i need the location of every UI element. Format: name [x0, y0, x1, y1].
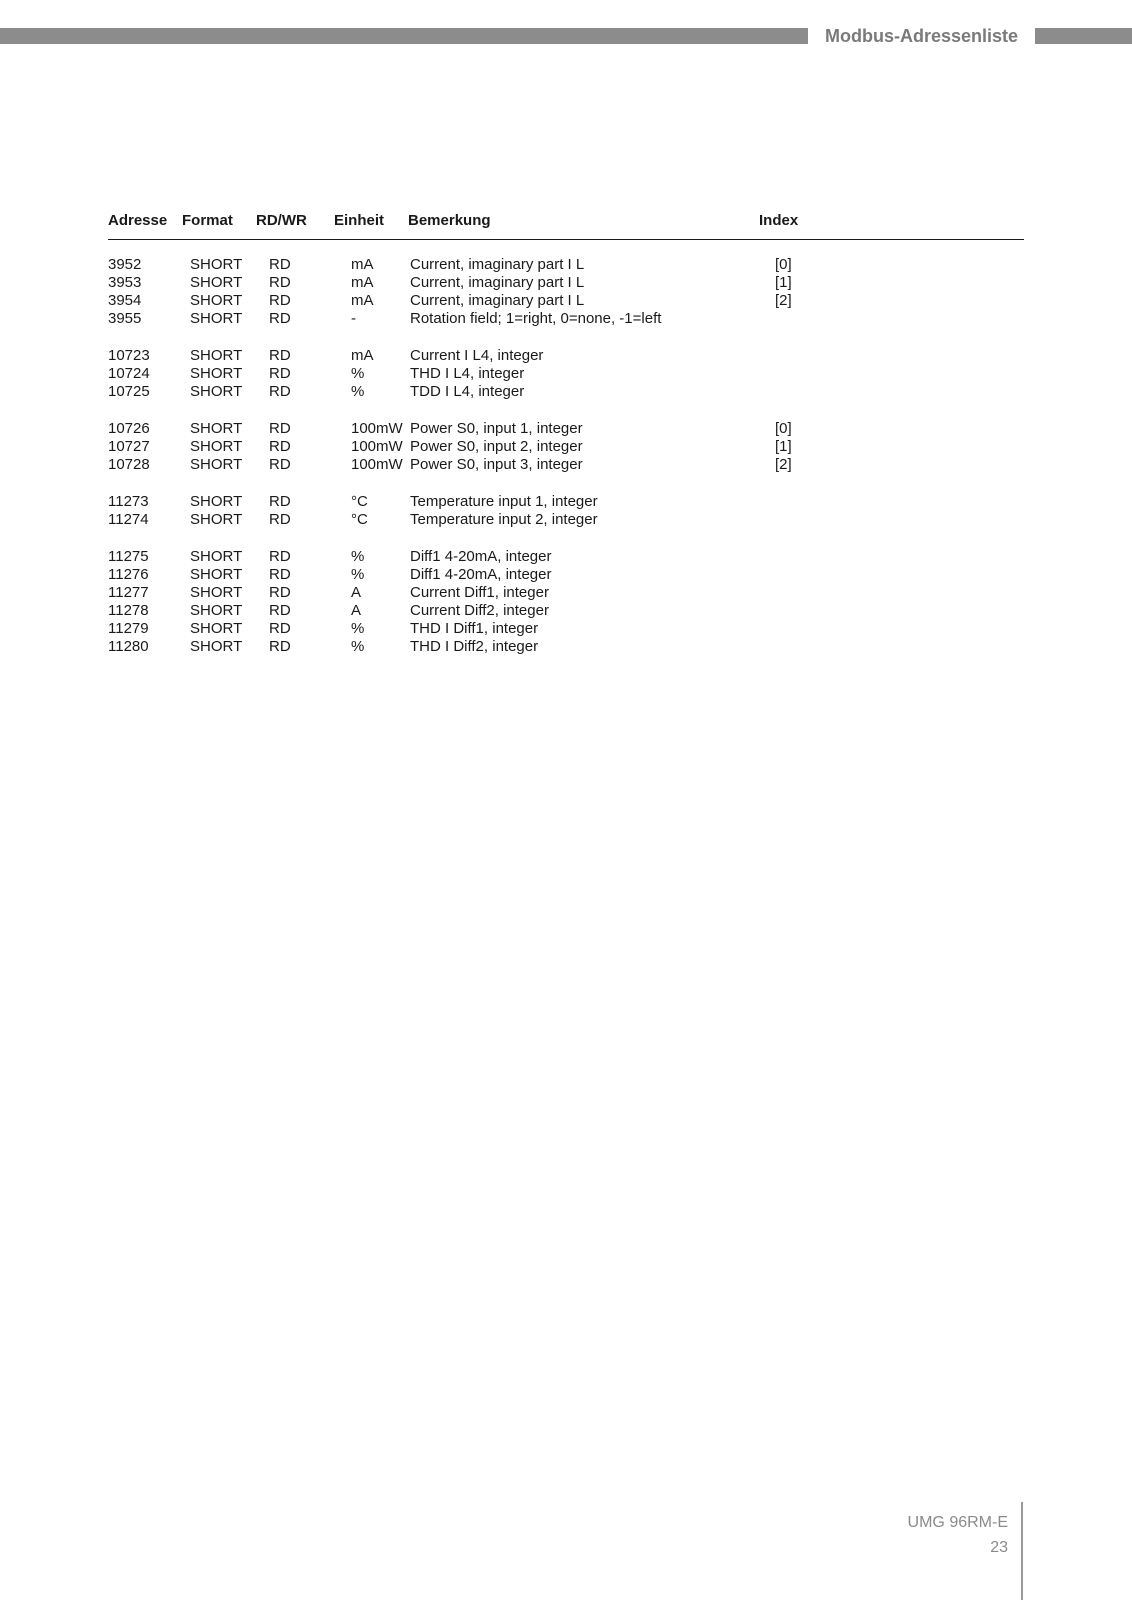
- cell-remark: Diff1 4-20mA, integer: [410, 548, 552, 565]
- cell-rdwr: RD: [269, 493, 291, 510]
- cell-index: [0]: [775, 256, 792, 273]
- column-header-rdwr: RD/WR: [256, 212, 307, 229]
- cell-unit: A: [351, 602, 362, 619]
- table-row: [0, 584, 1132, 602]
- cell-index: [1]: [775, 438, 792, 455]
- cell-address: 3952: [108, 256, 142, 273]
- cell-unit: %: [351, 383, 365, 400]
- table-row: [0, 420, 1132, 438]
- cell-unit: mA: [351, 274, 374, 291]
- cell-address: 11279: [108, 620, 149, 637]
- cell-format: SHORT: [190, 548, 243, 565]
- cell-unit: A: [351, 584, 362, 601]
- table-row: [0, 566, 1132, 584]
- cell-remark: Current, imaginary part I L: [410, 256, 585, 273]
- cell-address: 3955: [108, 310, 142, 327]
- table-row: [0, 365, 1132, 383]
- cell-rdwr: RD: [269, 347, 291, 364]
- cell-rdwr: RD: [269, 548, 291, 565]
- column-header-index: Index: [759, 212, 799, 229]
- page-title: Modbus-Adressenliste: [824, 26, 1019, 46]
- cell-remark: Power S0, input 2, integer: [410, 438, 583, 455]
- cell-address: 10727: [108, 438, 150, 455]
- table-row: [0, 456, 1132, 474]
- table-row: [0, 274, 1132, 292]
- cell-format: SHORT: [190, 620, 243, 637]
- cell-unit: %: [351, 548, 365, 565]
- table-row: [0, 292, 1132, 310]
- column-header-address: Adresse: [108, 212, 168, 229]
- cell-address: 11276: [108, 566, 149, 583]
- cell-address: 11275: [108, 548, 149, 565]
- cell-unit: mA: [351, 347, 374, 364]
- header-bar-right: [1035, 28, 1132, 44]
- cell-address: 10723: [108, 347, 150, 364]
- cell-format: SHORT: [190, 602, 243, 619]
- cell-rdwr: RD: [269, 602, 291, 619]
- cell-rdwr: RD: [269, 438, 291, 455]
- cell-rdwr: RD: [269, 292, 291, 309]
- cell-address: 11277: [108, 584, 149, 601]
- cell-remark: Temperature input 1, integer: [410, 493, 598, 510]
- cell-format: SHORT: [190, 456, 243, 473]
- cell-index: [1]: [775, 274, 792, 291]
- cell-remark: Diff1 4-20mA, integer: [410, 566, 552, 583]
- header-divider: [108, 239, 1024, 240]
- cell-address: 3953: [108, 274, 142, 291]
- cell-remark: Current, imaginary part I L: [410, 274, 585, 291]
- cell-rdwr: RD: [269, 383, 291, 400]
- cell-index: [2]: [775, 456, 792, 473]
- column-header-remark: Bemerkung: [408, 212, 491, 229]
- cell-format: SHORT: [190, 274, 243, 291]
- cell-remark: Temperature input 2, integer: [410, 511, 598, 528]
- cell-remark: Power S0, input 3, integer: [410, 456, 583, 473]
- cell-rdwr: RD: [269, 511, 291, 528]
- cell-unit: mA: [351, 256, 374, 273]
- table-row: [0, 638, 1132, 656]
- cell-remark: Rotation field; 1=right, 0=none, -1=left: [410, 310, 662, 327]
- cell-unit: 100mW: [351, 456, 403, 473]
- table-row: [0, 620, 1132, 638]
- cell-remark: THD I Diff1, integer: [410, 620, 539, 637]
- cell-remark: TDD I L4, integer: [410, 383, 525, 400]
- cell-rdwr: RD: [269, 274, 291, 291]
- cell-format: SHORT: [190, 566, 243, 583]
- cell-address: 11274: [108, 511, 149, 528]
- column-header-unit: Einheit: [334, 212, 385, 229]
- cell-unit: 100mW: [351, 420, 403, 437]
- cell-address: 10728: [108, 456, 150, 473]
- cell-remark: Power S0, input 1, integer: [410, 420, 583, 437]
- table-row: [0, 310, 1132, 328]
- cell-address: 11278: [108, 602, 149, 619]
- cell-format: SHORT: [190, 292, 243, 309]
- column-header-format: Format: [182, 212, 233, 229]
- cell-address: 11273: [108, 493, 149, 510]
- cell-index: [0]: [775, 420, 792, 437]
- cell-format: SHORT: [190, 584, 243, 601]
- cell-address: 3954: [108, 292, 142, 309]
- cell-format: SHORT: [190, 420, 243, 437]
- cell-unit: mA: [351, 292, 374, 309]
- cell-remark: THD I Diff2, integer: [410, 638, 539, 655]
- address-table: [0, 256, 1132, 656]
- cell-unit: °C: [351, 493, 368, 510]
- cell-unit: %: [351, 566, 365, 583]
- cell-rdwr: RD: [269, 365, 291, 382]
- cell-remark: Current Diff2, integer: [410, 602, 549, 619]
- cell-format: SHORT: [190, 511, 243, 528]
- cell-unit: -: [351, 310, 356, 327]
- cell-address: 11280: [108, 638, 149, 655]
- cell-format: SHORT: [190, 347, 243, 364]
- cell-format: SHORT: [190, 365, 243, 382]
- table-row: [0, 493, 1132, 511]
- cell-unit: %: [351, 620, 365, 637]
- page-number: 23: [990, 1539, 1008, 1556]
- cell-unit: %: [351, 365, 365, 382]
- cell-rdwr: RD: [269, 638, 291, 655]
- cell-rdwr: RD: [269, 620, 291, 637]
- table-row: [0, 548, 1132, 566]
- table-row: [0, 602, 1132, 620]
- cell-format: SHORT: [190, 310, 243, 327]
- cell-index: [2]: [775, 292, 792, 309]
- cell-unit: 100mW: [351, 438, 403, 455]
- cell-rdwr: RD: [269, 310, 291, 327]
- cell-address: 10726: [108, 420, 150, 437]
- footer-model: UMG 96RM-E: [907, 1514, 1008, 1531]
- cell-rdwr: RD: [269, 566, 291, 583]
- cell-remark: Current, imaginary part I L: [410, 292, 585, 309]
- cell-rdwr: RD: [269, 256, 291, 273]
- table-row: [0, 438, 1132, 456]
- cell-unit: %: [351, 638, 365, 655]
- cell-rdwr: RD: [269, 420, 291, 437]
- cell-unit: °C: [351, 511, 368, 528]
- cell-format: SHORT: [190, 438, 243, 455]
- cell-remark: THD I L4, integer: [410, 365, 525, 382]
- cell-rdwr: RD: [269, 456, 291, 473]
- cell-rdwr: RD: [269, 584, 291, 601]
- table-row: [0, 383, 1132, 401]
- cell-address: 10725: [108, 383, 150, 400]
- cell-remark: Current I L4, integer: [410, 347, 544, 364]
- cell-format: SHORT: [190, 383, 243, 400]
- cell-format: SHORT: [190, 256, 243, 273]
- cell-address: 10724: [108, 365, 150, 382]
- cell-remark: Current Diff1, integer: [410, 584, 549, 601]
- table-row: [0, 511, 1132, 529]
- table-row: [0, 347, 1132, 365]
- cell-format: SHORT: [190, 638, 243, 655]
- header-bar-left: [0, 28, 808, 44]
- table-row: [0, 256, 1132, 274]
- cell-format: SHORT: [190, 493, 243, 510]
- footer-divider: [1021, 1502, 1023, 1600]
